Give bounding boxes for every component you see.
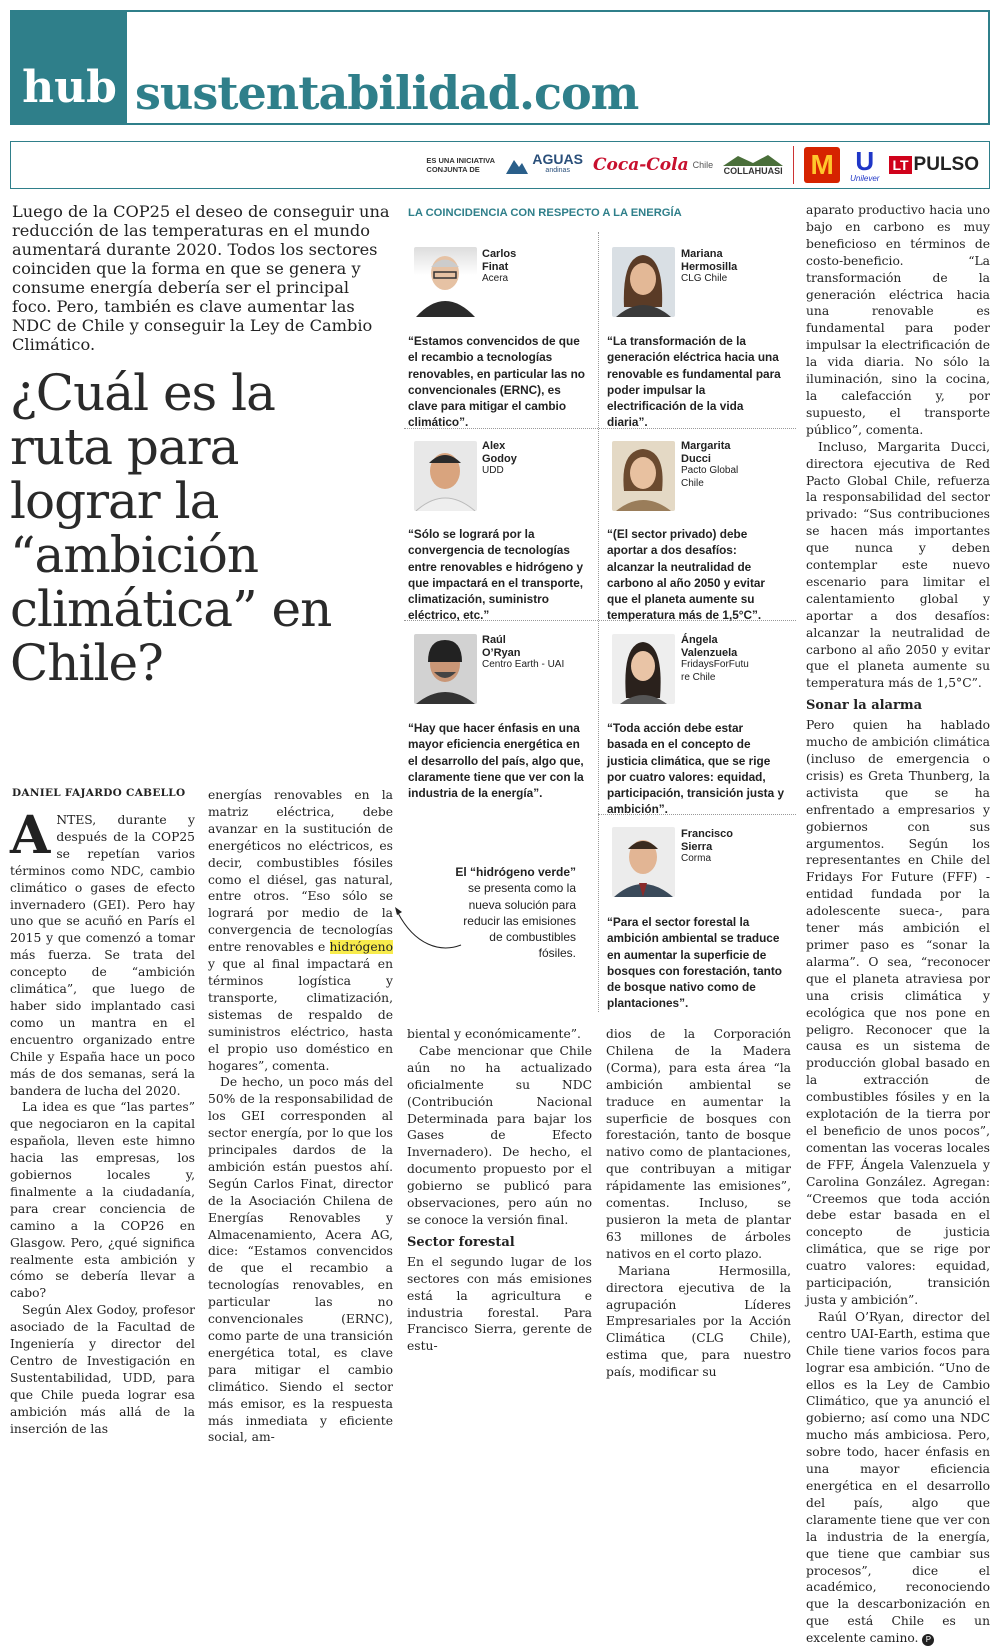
- quote: “Estamos convencidos de que el recambio a tecnologías renovables, en particular las no convencionales (ERNC), es clave para mitigar el cambio climático”.: [408, 334, 586, 430]
- column-1: [10, 805, 195, 1438]
- first-name: Margarita: [681, 440, 731, 452]
- person-name: [681, 828, 733, 866]
- last-name: O’Ryan: [482, 646, 521, 659]
- last-name: Hermosilla: [681, 260, 738, 273]
- callout-title: El “hidrógeno verde”: [455, 865, 576, 879]
- person-name: [681, 440, 745, 490]
- collahuasi-text: COLLAHUASI: [723, 166, 783, 176]
- column-2: [208, 787, 393, 1446]
- mcdonalds-m: M: [810, 149, 834, 180]
- first-name: Raúl: [482, 634, 506, 646]
- first-name: Ángela: [681, 634, 718, 646]
- box-divider-vertical: [598, 232, 599, 1012]
- first-name: Alex: [482, 440, 506, 452]
- end-mark: P: [922, 1634, 934, 1646]
- photo-mariana-hermosilla: [612, 247, 675, 317]
- quote: “Para el sector forestal la ambición ambiental se traduce en aumentar la superficie de bosques con forestación, tanto de bosque nativo como de plantaciones”.: [607, 915, 783, 1011]
- unilever-text: Unilever: [850, 173, 880, 183]
- mcdonalds-logo: [804, 147, 840, 183]
- paragraph: biental y económicamente”.: [407, 1027, 581, 1041]
- quote: “La transformación de la generación eléctrica hacia una renovable es fundamental para poder impulsar la electrificación de la vida diaria”.: [607, 334, 781, 430]
- paragraph: [806, 1309, 990, 1647]
- paragraph-text: NTES, durante y después de la COP25 se repetían varios términos como NDC, cambio climático o gases de efecto invernadero (GEI). Pero hay uno que se acuñó en París el 2015 y que comenzó a tomar más fuerza. Se trata del concepto de “ambición climática”, que luego de haber sido implantado casi como un mantra en el encuentro organizado entre Chile y España hace un poco más de dos semanas, será la bandera de lucha del 2020.: [10, 813, 195, 1098]
- byline: DANIEL FAJARDO CABELLO: [12, 787, 186, 799]
- sponsor-intro: ES UNA INICIATIVA CONJUNTA DE: [426, 156, 495, 174]
- column-3: [407, 1026, 592, 1355]
- coca-text: Coca-Cola: [592, 155, 689, 175]
- last-name: Godoy: [482, 452, 517, 465]
- paragraph: Mariana Hermosilla, directora ejecutiva de la agrupación Líderes Empresariales por la Acción Climática (CLG Chile), estima que, para nuestro país, modificar su: [606, 1263, 791, 1380]
- aguas-text: AGUAS: [532, 151, 583, 167]
- lede: Luego de la COP25 el deseo de conseguir una reducción de las temperaturas en el mundo aumentará durante 2020. Todos los sectores coinciden que la forma en que se genera y consume energía debería ser el principal foco. Pero, también es clave aumentar las NDC de Chile y conseguir la Ley de Cambio Climático.: [12, 202, 390, 354]
- paragraph: [10, 805, 195, 1099]
- callout-text: se presenta como la nueva solución para reducir las emisiones de combustibles fósiles.: [463, 881, 576, 961]
- quote: “(El sector privado) debe aportar a dos desafíos: alcanzar la neutralidad de carbono al año 2050 y evitar que el planeta aumente su temperatura más de 1,5°C”.: [607, 527, 766, 623]
- headline: ¿Cuál es la ruta para lograr la “ambición climática” en Chile?: [10, 364, 332, 692]
- photo-raul-oryan: [414, 634, 477, 704]
- aguas-andinas-logo: [506, 151, 583, 176]
- person-portrait-icon: [612, 247, 675, 317]
- site-name[interactable]: sustentabilidad.com: [135, 66, 639, 120]
- callout: [452, 864, 576, 962]
- paragraph: La idea es que “las partes” que negociaron en la capital española, lleven este himno hacia las empresas, los gobiernos locales y, finalmente a la ciudadanía, para crear conciencia de camino a la COP26 en Glasgow. Pero, ¿qué significa realmente esta ambición y cómo se debería llevar a cabo?: [10, 1100, 195, 1301]
- coca-sub: Chile: [692, 160, 714, 170]
- paragraph-text: Raúl O’Ryan, director del centro UAI-Earth, estima que Chile tiene varios focos para lograr esa ambición. “Uno de ellos es la Ley de Cambio Climático, que ya anunció el gobierno; así como una NDC mucho más ambiciosa. Pero, sobre todo, hacer énfasis en una mayor eficiencia energética en el desarrollo del país, algo que claramente tiene que ver con la industria de la energía, que tiene que cambiar sus procesos”, dice el académico, reconociendo que la descarbonización en que está Chile es un excelente camino.: [806, 1309, 990, 1646]
- mountain-icon: [506, 156, 528, 174]
- photo-carlos-finat: [414, 247, 477, 317]
- paragraph: Cabe mencionar que Chile aún no ha actualizado oficialmente su NDC (Contribución Nacional Determinada para bajar los Gases de Efecto Invernadero). De hecho, el documento propuesto por el gobierno se publicó para observaciones, pero aún no se conoce la versión final.: [407, 1043, 592, 1227]
- hub-text: hub: [22, 62, 117, 113]
- first-name: Francisco: [681, 828, 733, 840]
- quote: “Hay que hacer énfasis en una mayor eficiencia energética en el desarrollo del país, algo que, claramente tiene que ver con la industria de la energía”.: [408, 721, 584, 801]
- aguas-sub: andinas: [545, 167, 570, 174]
- pulso-text: PULSO: [913, 154, 979, 175]
- column-5: [806, 202, 990, 1647]
- person-portrait-icon: [414, 247, 477, 317]
- paragraph: Pero quien ha hablado mucho de ambición climática (incluso de emergencia o crisis) es Greta Thunberg, la activista que se ha enfrentado a empresarios y gobiernos con sus argumentos. Según los representantes en Chile del Fridays For Future (FFF) -entidad fundada por la adolescente sueca-, para tener más ambición el primer paso es “sonar la alarma”. O sea, “reconocer que el planeta atraviesa por una crisis climática y ecológica que nos pone en peligro. Reconocer que la causa es un sistema de producción global basado en la extracción de combustibles fósiles y en la explotación de la tierra por el beneficio de unos pocos”, comentan las voceras locales de FFF, Ángela Valenzuela y Carolina González. Agregan: “Creemos que toda acción debe estar basada en el concepto de justicia climática, que se rige por cuatro valores: equidad, participación, transición justa y ambición”.: [806, 718, 990, 1307]
- lt-pulso-logo: [889, 154, 979, 176]
- person-name: [681, 248, 737, 286]
- person-portrait-icon: [612, 441, 675, 511]
- last-name: Valenzuela: [681, 646, 738, 659]
- person-portrait-icon: [612, 634, 675, 704]
- first-name: Carlos: [482, 248, 517, 260]
- organization: Centro Earth - UAI: [482, 659, 565, 670]
- paragraph: En el segundo lugar de los sectores con más emisiones está la agricultura e industria forestal. Para Francisco Sierra, gerente de estu-: [407, 1254, 592, 1354]
- photo-francisco-sierra: [612, 827, 675, 897]
- photo-margarita-ducci: [612, 441, 675, 511]
- person-portrait-icon: [612, 827, 675, 897]
- organization: Corma: [681, 853, 712, 864]
- photo-angela-valenzuela: [612, 634, 675, 704]
- lt-text: LT: [889, 156, 911, 174]
- paragraph: Según Alex Godoy, profesor asociado de la Facultad de Ingeniería y director del Centro de Investigación en Sustentabilidad, UDD, para que Chile pueda lograr esa ambición más allá de la inserción de las: [10, 1303, 195, 1436]
- collahuasi-logo: [723, 154, 783, 176]
- paragraph: Incluso, Margarita Ducci, directora ejecutiva de Red Pacto Global Chile, refuerza la responsabilidad del sector privado: “Sus contribuciones se hacen más importantes que nunca y deben contemplar este nuevo escenario para limitar el calentamiento global y aportar a dos desafíos: alcanzar la neutralidad de carbono al año 2050 y evitar que el planeta aumente su temperatura más de 1,5°C”.: [806, 439, 990, 691]
- masthead: [10, 10, 990, 125]
- paragraph-text: y que al final impactará en términos logística y transporte, climatización, sistemas de respaldo de suministros eléctrico, hasta el propio uso doméstico en hogares”, comenta.: [208, 957, 393, 1073]
- paragraph: [208, 787, 393, 1074]
- paragraph: dios de la Corporación Chilena de la Madera (Corma), para esta área “la ambición ambiental se traduce en aumentar la superficie de bosques con forestación, tanto de bosque nativo como de plantaciones, que contribuyan a mitigar rápidamente las emisiones”, comentas. Incluso, se pusieron la meta de plantar 63 millones de árboles nativos en el corto plazo.: [606, 1027, 791, 1261]
- unilever-logo: [850, 145, 880, 183]
- mine-icon: [723, 154, 783, 166]
- person-name: [482, 248, 516, 286]
- quote: “Sólo se logrará por la convergencia de tecnologías entre renovables e hidrógeno y que impactará en el transporte, climatización, suministro eléctrico, etc.”: [408, 527, 584, 623]
- last-name: Sierra: [681, 840, 713, 853]
- organization: Acera: [482, 273, 509, 284]
- person-name: [681, 634, 751, 684]
- paragraph-text: energías renovables en la matriz eléctrica, debe avanzar en la sustitución de energéticos no eléctricos, es decir, combustibles fósiles como el diésel, gas natural, entre otros. “Eso sólo se logrará por medio de la convergencia de tecnologías entre renovables e: [208, 788, 393, 955]
- section-heading: Sector forestal: [407, 1234, 515, 1250]
- box-title: LA COINCIDENCIA CON RESPECTO A LA ENERGÍA: [408, 207, 682, 219]
- callout-arrow: [395, 905, 465, 955]
- photo-alex-godoy: [414, 441, 477, 511]
- hub-logo[interactable]: [12, 12, 127, 123]
- quote: “Toda acción debe estar basada en el concepto de justicia climática, que se rige por cuatro valores: equidad, participación, transición justa y ambición”.: [607, 721, 784, 817]
- paragraph: aparato productivo hacia uno bajo en carbono es muy beneficioso en términos de costo-beneficio. “La transformación de la generación eléctrica hacia una renovable es fundamental para poder impulsar la electrificación de la vida diaria. No sólo la iluminación, sino la cocina, la calefacción y, por supuesto, el transporte público”, comenta.: [806, 203, 990, 437]
- organization: UDD: [482, 465, 504, 476]
- sponsor-divider: [793, 146, 794, 184]
- last-name: Ducci: [681, 452, 711, 465]
- last-name: Finat: [482, 260, 509, 273]
- section-heading: Sonar la alarma: [806, 698, 923, 714]
- person-portrait-icon: [414, 441, 477, 511]
- person-name: [482, 440, 517, 478]
- coca-cola-logo: [593, 155, 713, 175]
- sponsor-bar: [10, 141, 990, 189]
- column-4: [606, 1026, 791, 1381]
- organization: CLG Chile: [681, 273, 728, 284]
- organization: Pacto Global Chile: [681, 465, 739, 489]
- highlight-hidrogeno: hidrógeno: [329, 940, 393, 955]
- person-portrait-icon: [414, 634, 477, 704]
- dropcap: A: [10, 805, 51, 866]
- person-name: [482, 634, 564, 672]
- paragraph: De hecho, un poco más del 50% de la responsabilidad de los GEI corresponden al sector energía, por lo que los principales dardos de la ambición están puestos ahí. Según Carlos Finat, director de la Asociación Chilena de Energías Renovables y Almacenamiento, Acera AG, dice: “Estamos convencidos de que el recambio a tecnologías renovables, en particular las no convencionales (ERNC), como parte de una transición energética total, es clave para mitigar el cambio climático. Siendo el sector más emisor, es la respuesta más inmediata y eficiente social, am-: [208, 1075, 393, 1445]
- organization: FridaysForFuture Chile: [681, 659, 749, 683]
- unilever-u: U: [855, 145, 875, 176]
- first-name: Mariana: [681, 248, 723, 260]
